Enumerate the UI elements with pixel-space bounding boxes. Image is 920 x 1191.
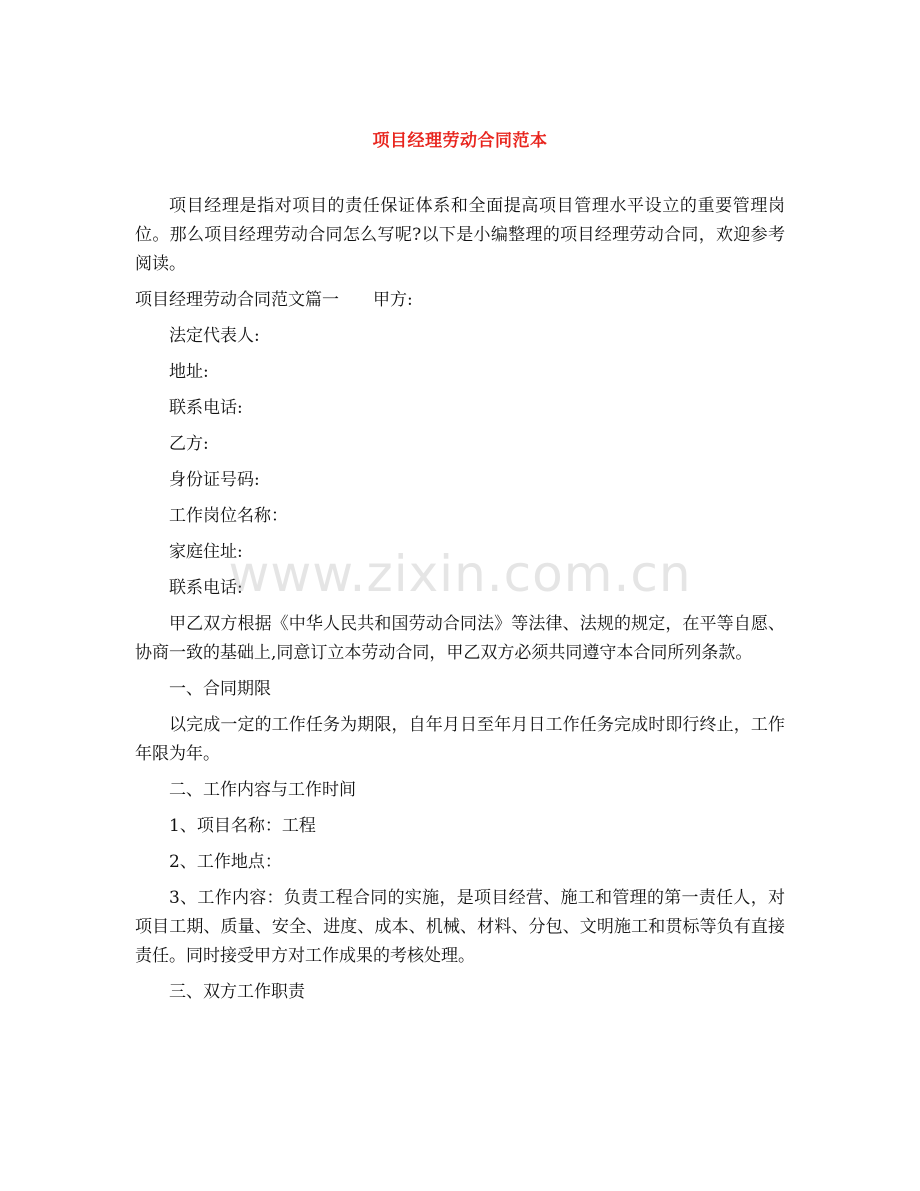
intro-paragraph: 项目经理是指对项目的责任保证体系和全面提高项目管理水平设立的重要管理岗位。那么项目经理劳动合同怎么写呢?以下是小编整理的项目经理劳动合同，欢迎参考阅读。 bbox=[135, 196, 785, 274]
party-a-label: 甲方: bbox=[373, 290, 413, 310]
watermark: www.zixin.com.cn bbox=[228, 545, 692, 603]
section-heading-line bbox=[135, 286, 785, 315]
field-job-title: 工作岗位名称： bbox=[169, 506, 288, 526]
field-phone-b: 联系电话: bbox=[169, 578, 243, 598]
clause1-text: 以完成一定的工作任务为期限，自年月日至年月日工作任务完成时即行终止，工作年限为年。 bbox=[135, 715, 785, 764]
field-legal-representative: 法定代表人: bbox=[169, 326, 260, 346]
clause2-item3: 3、工作内容：负责工程合同的实施，是项目经营、施工和管理的第一责任人，对项目工期、质量、安全、进度、成本、机械、材料、分包、文明施工和贯标等负有直接责任。同时接受甲方对工作成果的考核处理。 bbox=[135, 888, 785, 966]
field-id-number: 身份证号码: bbox=[169, 470, 260, 490]
agreement-paragraph: 甲乙双方根据《中华人民共和国劳动合同法》等法律、法规的规定，在平等自愿、协商一致的基础上,同意订立本劳动合同，甲乙双方必须共同遵守本合同所列条款。 bbox=[135, 614, 785, 663]
document-title: 项目经理劳动合同范本 bbox=[372, 131, 548, 151]
section-heading: 项目经理劳动合同范文篇一 bbox=[135, 290, 339, 310]
document-body bbox=[135, 192, 785, 1014]
field-home-address: 家庭住址: bbox=[169, 542, 243, 562]
field-phone-a: 联系电话: bbox=[169, 398, 243, 418]
field-party-b: 乙方: bbox=[169, 434, 209, 454]
clause3-heading: 三、双方工作职责 bbox=[169, 982, 305, 1002]
clause2-heading: 二、工作内容与工作时间 bbox=[169, 780, 356, 800]
field-address: 地址: bbox=[169, 362, 209, 382]
clause2-item2: 2、工作地点： bbox=[169, 852, 282, 872]
clause1-heading: 一、合同期限 bbox=[169, 679, 271, 699]
clause2-item1: 1、项目名称：工程 bbox=[169, 816, 316, 836]
